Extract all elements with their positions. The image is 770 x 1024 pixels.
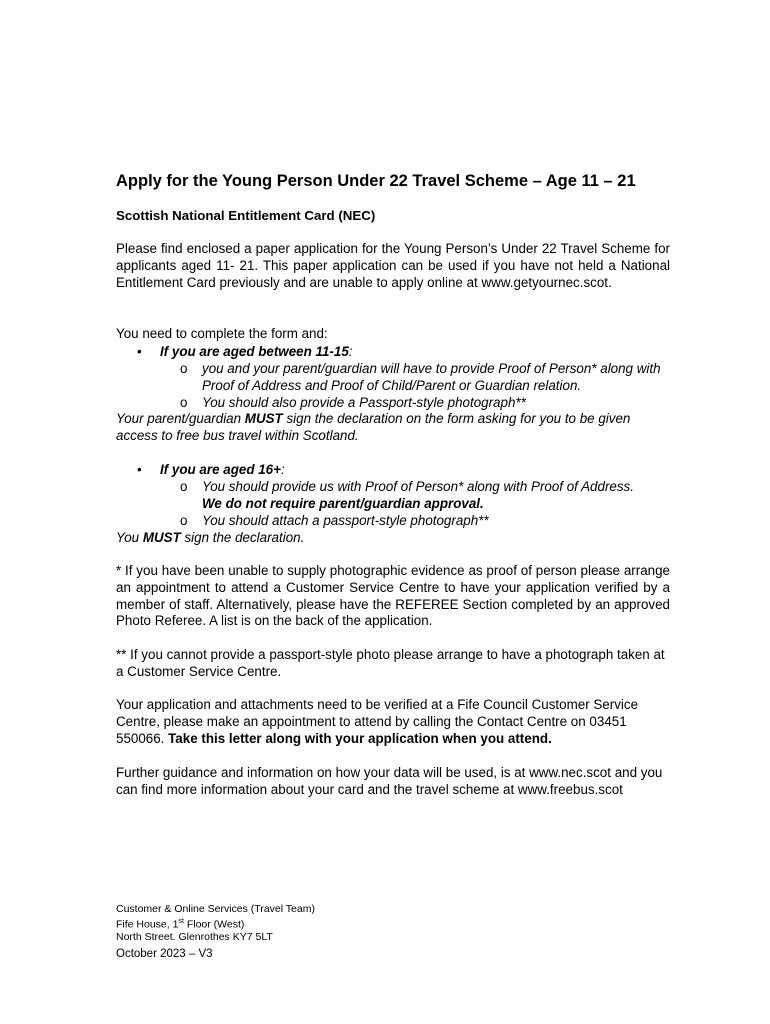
footer-address [116,903,315,944]
sub-bullet-symbol: o [180,513,188,528]
sub-item-text: You should attach a passport-style photograph** [202,513,489,528]
needs-intro: You need to complete the form and: [116,326,328,341]
heading-colon: : [280,462,285,477]
proof-of-person-note: * If you have been unable to supply photographic evidence as proof of person please arrange an appointment to attend a Customer Service Centre to have your application verified by a member of staff. Alternatively, please have the REFEREE Section completed by an approved Photo Referee. A list is on the back of the application. [116,563,670,629]
age-16-heading: If you are aged 16+ [160,462,281,477]
bullet-symbol: • [137,344,142,359]
verify-text: Your application and attachments need to be verified at a Fife Council Customer Service Centre, please make an appointment to attend by calling the Contact Centre on 03451 550066. [116,697,639,746]
sub-bullet-symbol: o [180,479,188,494]
footer-text: Floor (West) [183,918,245,931]
no-approval-text: We do not require parent/guardian approval. [202,495,484,511]
further-info-paragraph: Further guidance and information on how your data will be used, is at www.nec.scot and you can find more information about your card and the travel scheme at www.freebus.scot [116,765,663,797]
intro-paragraph: Please find enclosed a paper application for the Young Person’s Under 22 Travel Scheme for applicants aged 11- 21. This paper application can be used if you have not held a National Entitlement Card previously and are unable to apply online at www.getyournec.scot. [116,241,670,290]
bullet-symbol: • [137,462,142,477]
footer-line: North Street. Glenrothes KY7 5LT [116,931,273,944]
sign-text: sign the declaration on the form asking for you to be given access to free bus travel within Scotland. [116,411,631,443]
version-label: October 2023 – V3 [116,948,213,960]
verification-paragraph [116,697,670,747]
proof-text: You should provide us with Proof of Person* along with Proof of Address. [202,479,634,494]
parent-sign-note [116,411,670,445]
age-11-15-heading: If you are aged between 11-15 [160,344,349,359]
footer-line [116,916,315,931]
sign-emphasis: MUST [142,530,181,545]
heading-colon: : [348,344,353,359]
sub-bullet-symbol: o [180,361,188,376]
sign-text: You [116,530,143,545]
sub-item-text: You should also provide a Passport-style photograph** [202,395,526,410]
footer-line: Customer & Online Services (Travel Team) [116,903,315,915]
card-subtitle: Scottish National Entitlement Card (NEC) [116,208,376,223]
sign-emphasis: MUST [244,411,283,426]
page-title: Apply for the Young Person Under 22 Travel Scheme – Age 11 – 21 [116,172,636,190]
sub-bullet-symbol: o [180,395,188,410]
sub-item-text [202,479,670,513]
verify-bold-text: Take this letter along with your application when you attend. [168,730,552,746]
footer-text: Fife House, 1 [116,918,179,931]
sign-text: sign the declaration. [180,530,305,545]
footer-superscript: st [178,917,184,925]
sign-text: Your parent/guardian [116,411,245,426]
sub-item-text: you and your parent/guardian will have to provide Proof of Person* along with Proof of Address and Proof of Child/Parent or Guardian relation. [202,361,661,393]
self-sign-note [116,530,304,547]
photo-note: ** If you cannot provide a passport-style photo please arrange to have a photograph taken at a Customer Service Centre. [116,647,665,679]
